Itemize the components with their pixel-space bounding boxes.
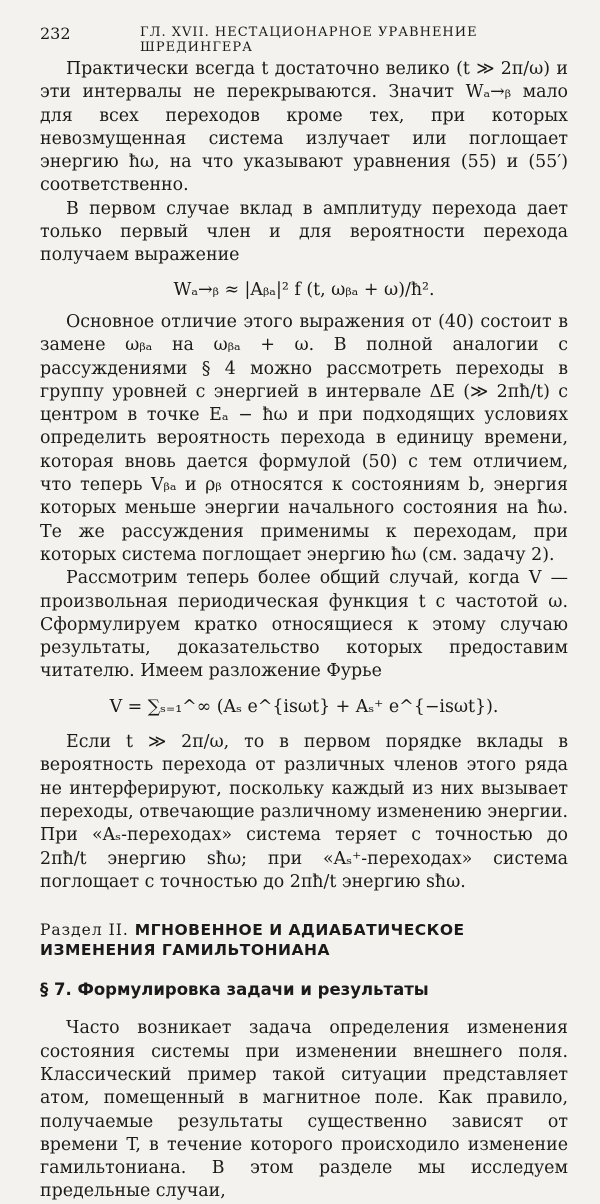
running-title: ГЛ. XVII. НЕСТАЦИОНАРНОЕ УРАВНЕНИЕ ШРЕДИНГЕРА — [140, 25, 478, 55]
paragraph-heading: § 7. Формулировка задачи и результаты — [40, 980, 429, 1000]
page-body — [40, 58, 568, 1204]
paragraph-3: Основное отличие этого выражения от (40) состоит в замене ωᵦₐ на ωᵦₐ + ω. В полной аналогии с рассуждениями § 4 можно рассмотреть переходы в группу уровней с энергией в интервале ΔE (≫ 2πħ/t) с центром в точке Eₐ − ħω и при подходящих условиях определить вероятность перехода в единицу времени, которая вновь дается формулой (50) с тем отличием, что теперь Vᵦₐ и ρᵦ относятся к состояниям b, энергия которых меньше энергии начального состояния на ħω. Те же рассуждения применимы к переходам, при которых система поглощает энергию ħω (см. задачу 2). — [40, 311, 568, 565]
section-title: МГНОВЕННОЕ И АДИАБАТИЧЕСКОЕ ИЗМЕНЕНИЯ ГАМИЛЬТОНИАНА — [40, 921, 465, 960]
page-header — [40, 24, 560, 55]
paragraph-5: Если t ≫ 2π/ω, то в первом порядке вклады в вероятность перехода от различных членов этого ряда не интерферируют, поскольку каждый из них вызывает переходы, отвечающие различному изменению энергии. При «Aₛ-переходах» система теряет с точностью до 2πħ/t энергию sħω; при «Aₛ⁺-переходах» система поглощает с точностью до 2πħ/t энергию sħω. — [40, 732, 568, 892]
formula-transition-probability: Wₐ→ᵦ ≈ |Aᵦₐ|² f (t, ωᵦₐ + ω)/ħ². — [173, 279, 435, 300]
page-number: 232 — [40, 24, 71, 43]
final-paragraph: Часто возникает задача определения изменения состояния системы при изменении внешнего поля. Классический пример такой ситуации представляет атом, помещенный в магнитное поле. Как правило, получаемые результаты существенно зависят от времени T, в течение которого происходило изменение гамильтониана. В этом разделе мы исследуем предельные случаи, — [40, 1018, 568, 1202]
paragraph-4: Рассмотрим теперь более общий случай, когда V — произвольная периодическая функция t с частотой ω. Сформулируем кратко относящиеся к этому случаю результаты, доказательство которых предоставим читателю. Имеем разложение Фурье — [40, 568, 568, 682]
formula-fourier-expansion: V = ∑ₛ₌₁^∞ (Aₛ e^{isωt} + Aₛ⁺ e^{−isωt}). — [109, 696, 499, 717]
section-label: Раздел II. — [40, 921, 129, 940]
paragraph-1: Практически всегда t достаточно велико (t ≫ 2π/ω) и эти интервалы не перекрываются. Значит Wₐ→ᵦ мало для всех переходов кроме тех, при которых невозмущенная система излучает или поглощает энергию ħω, на что указывают уравнения (55) и (55′) соответственно. — [40, 59, 568, 196]
paragraph-2: В первом случае вклад в амплитуду перехода дает только первый член и для вероятности перехода получаем выражение — [40, 198, 568, 266]
section-heading — [40, 920, 568, 960]
